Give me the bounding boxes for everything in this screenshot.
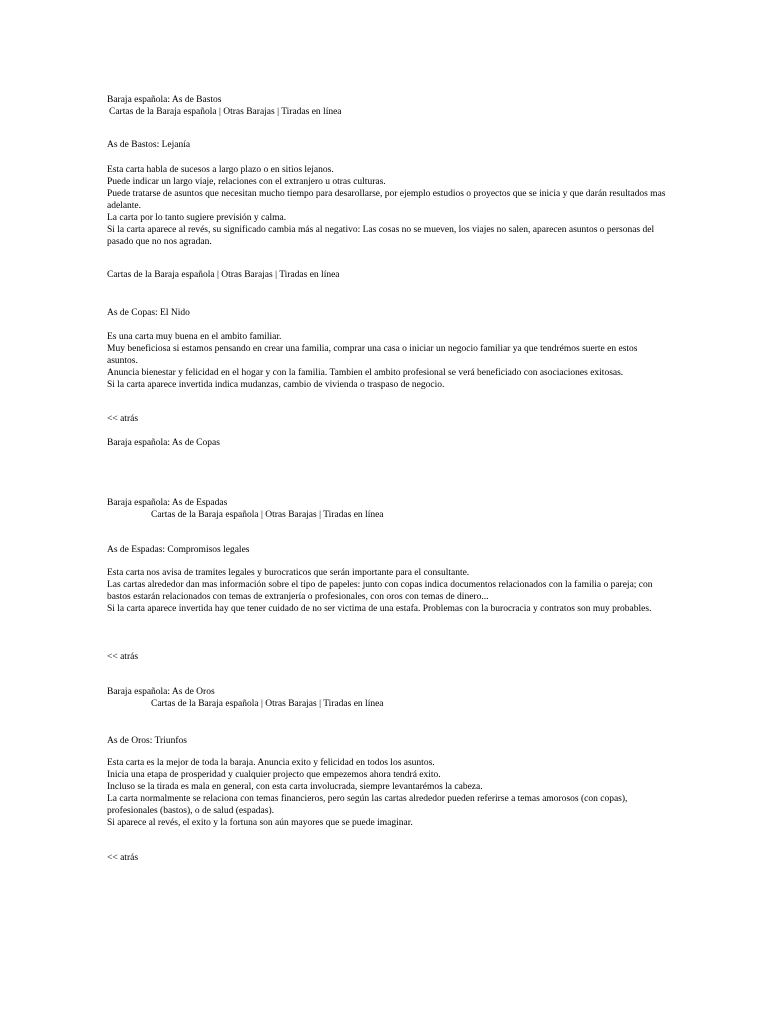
oros-line: Si aparece al revés, el exito y la fortuna son aún mayores que se puede imaginar.: [107, 818, 413, 828]
copas-footer: Baraja española: As de Copas: [107, 438, 220, 448]
oros-header-block: [107, 686, 667, 710]
oros-body: [107, 757, 667, 829]
copas-nav-links[interactable]: Cartas de la Baraja española | Otras Barajas | Tiradas en línea: [107, 270, 340, 280]
bastos-title: As de Bastos: Lejanía: [107, 140, 191, 150]
bastos-line: Si la carta aparece al revés, su significado cambia más al negativo: Las cosas no se mueven, los viajes no salen, aparecen asuntos o personas del pasado que no nos agradan.: [107, 225, 655, 247]
oros-line: La carta normalmente se relaciona con temas financieros, pero según las cartas alrededor pueden referirse a temas amorosos (con copas), profesionales (bastos), o de salud (espadas).: [107, 794, 628, 816]
espadas-line: Esta carta nos avisa de tramites legales y burocraticos que serán importante para el consultante.: [107, 568, 470, 578]
espadas-body: [107, 567, 667, 615]
oros-title: As de Oros: Triunfos: [107, 736, 187, 746]
oros-nav-links[interactable]: Cartas de la Baraja española | Otras Barajas | Tiradas en línea: [151, 699, 384, 709]
copas-line: Si la carta aparece invertida indica mudanzas, cambio de vivienda o traspaso de negocio.: [107, 380, 445, 390]
espadas-back-link[interactable]: << atrás: [107, 652, 139, 662]
oros-line: Inicia una etapa de prosperidad y cualquier projecto que empezemos ahora tendrá exito.: [107, 770, 441, 780]
espadas-title: As de Espadas: Compromisos legales: [107, 545, 250, 555]
espadas-header-block: [107, 497, 667, 521]
copas-back-link[interactable]: << atrás: [107, 414, 139, 424]
espadas-line: Las cartas alrededor dan mas información sobre el tipo de papeles: junto con copas indica documentos relacionados con la familia o pareja; con bastos estarán relacionados con temas de extranjería o profesionales, con oros con temas de dinero...: [107, 580, 653, 602]
bastos-line: Esta carta habla de sucesos a largo plazo o en sitios lejanos.: [107, 165, 334, 175]
bastos-line: Puede tratarse de asuntos que necesitan mucho tiempo para desarollarse, por ejemplo estudios o proyectos que se inicia y que darán resultados mas adelante.: [107, 189, 666, 211]
copas-title: As de Copas: El Nido: [107, 308, 190, 318]
bastos-body: [107, 164, 667, 248]
espadas-nav-links[interactable]: Cartas de la Baraja española | Otras Barajas | Tiradas en línea: [151, 510, 384, 520]
oros-line: Esta carta es la mejor de toda la baraja. Anuncia exito y felicidad en todos los asuntos.: [107, 758, 435, 768]
bastos-header: Baraja española: As de Bastos: [107, 95, 222, 105]
copas-line: Muy beneficiosa si estamos pensando en crear una familia, comprar una casa o iniciar un negocio familiar ya que tendrémos suerte en estos asuntos.: [107, 344, 638, 366]
copas-line: Anuncia bienestar y felicidad en el hogar y con la familia. Tambien el ambito profesional se verá beneficiado con asociaciones exitosas.: [107, 368, 624, 378]
copas-body: [107, 331, 667, 391]
espadas-line: Si la carta aparece invertida hay que tener cuidado de no ser victima de una estafa. Problemas con la burocracia y contratos son muy probables.: [107, 604, 652, 614]
bastos-nav-links[interactable]: Cartas de la Baraja española | Otras Barajas | Tiradas en línea: [109, 107, 342, 117]
bastos-line: Puede indicar un largo viaje, relaciones con el extranjero u otras culturas.: [107, 177, 386, 187]
oros-header: Baraja española: As de Oros: [107, 687, 215, 697]
espadas-header: Baraja española: As de Espadas: [107, 498, 228, 508]
bastos-header-block: [107, 94, 667, 118]
oros-back-link[interactable]: << atrás: [107, 853, 139, 863]
bastos-line: La carta por lo tanto sugiere previsión y calma.: [107, 213, 287, 223]
copas-line: Es una carta muy buena en el ambito familiar.: [107, 332, 282, 342]
oros-line: Incluso se la tirada es mala en general, con esta carta involucrada, siempre levantarémos la cabeza.: [107, 782, 483, 792]
